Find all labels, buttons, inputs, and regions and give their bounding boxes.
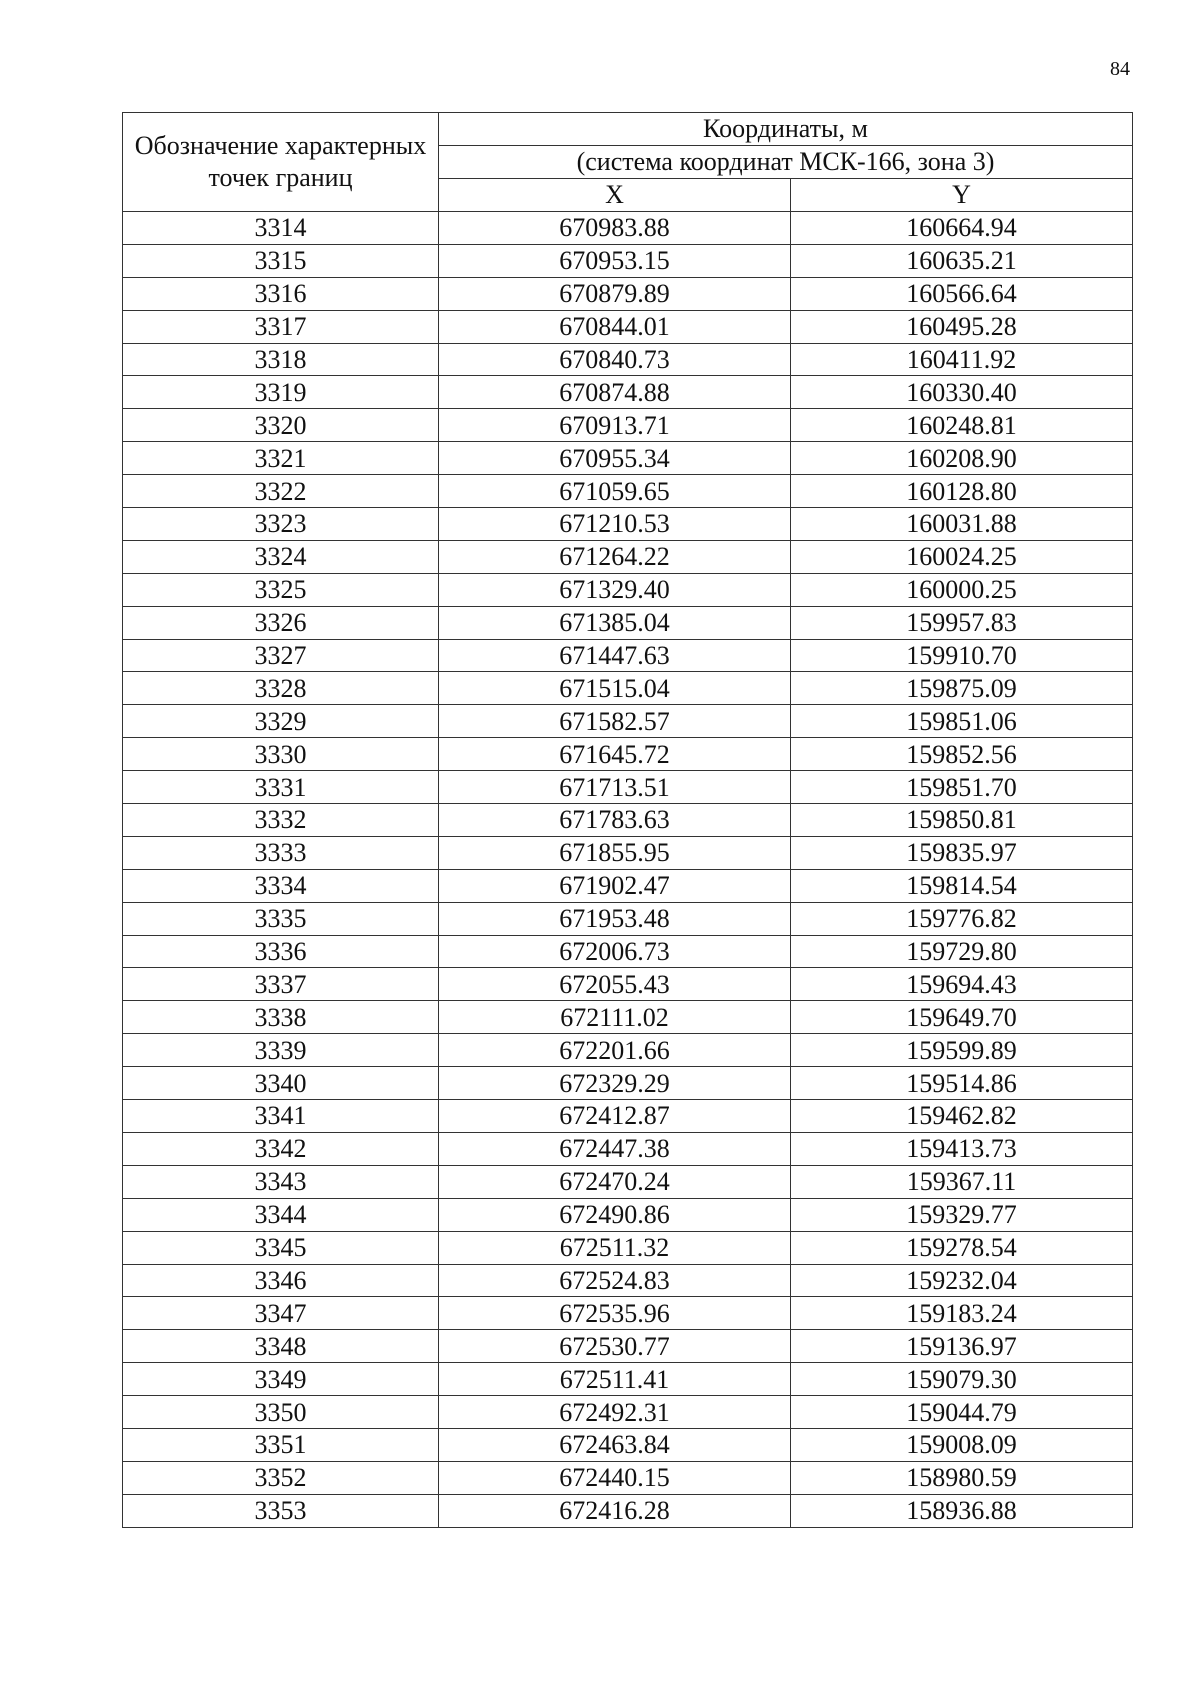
table-row <box>123 902 1133 935</box>
table-row <box>123 1363 1133 1396</box>
x-coordinate-cell: 670955.34 <box>439 442 791 475</box>
table-row <box>123 935 1133 968</box>
point-id-cell: 3351 <box>123 1428 439 1461</box>
y-coordinate-cell: 159278.54 <box>791 1231 1133 1264</box>
y-coordinate-cell: 158936.88 <box>791 1494 1133 1527</box>
x-coordinate-cell: 672416.28 <box>439 1494 791 1527</box>
y-coordinate-cell: 159367.11 <box>791 1165 1133 1198</box>
point-id-cell: 3321 <box>123 442 439 475</box>
y-coordinate-cell: 159835.97 <box>791 836 1133 869</box>
x-coordinate-cell: 671953.48 <box>439 902 791 935</box>
y-coordinate-cell: 159329.77 <box>791 1198 1133 1231</box>
x-coordinate-cell: 671447.63 <box>439 639 791 672</box>
header-x: X <box>439 179 791 212</box>
point-id-cell: 3332 <box>123 804 439 837</box>
x-coordinate-cell: 672511.41 <box>439 1363 791 1396</box>
point-id-cell: 3322 <box>123 475 439 508</box>
y-coordinate-cell: 159910.70 <box>791 639 1133 672</box>
x-coordinate-cell: 670913.71 <box>439 409 791 442</box>
point-id-cell: 3338 <box>123 1001 439 1034</box>
table-row <box>123 606 1133 639</box>
table-row <box>123 1494 1133 1527</box>
y-coordinate-cell: 159852.56 <box>791 738 1133 771</box>
table-body <box>123 212 1133 1528</box>
header-point-label: Обозначение характерных точек границ <box>123 113 439 212</box>
x-coordinate-cell: 670844.01 <box>439 310 791 343</box>
x-coordinate-cell: 671059.65 <box>439 475 791 508</box>
point-id-cell: 3315 <box>123 244 439 277</box>
table-row <box>123 1231 1133 1264</box>
table-row <box>123 639 1133 672</box>
x-coordinate-cell: 671783.63 <box>439 804 791 837</box>
point-id-cell: 3337 <box>123 968 439 1001</box>
point-id-cell: 3344 <box>123 1198 439 1231</box>
x-coordinate-cell: 672055.43 <box>439 968 791 1001</box>
y-coordinate-cell: 159413.73 <box>791 1132 1133 1165</box>
x-coordinate-cell: 671329.40 <box>439 573 791 606</box>
x-coordinate-cell: 672492.31 <box>439 1396 791 1429</box>
table-row <box>123 705 1133 738</box>
y-coordinate-cell: 158980.59 <box>791 1461 1133 1494</box>
x-coordinate-cell: 672463.84 <box>439 1428 791 1461</box>
y-coordinate-cell: 159008.09 <box>791 1428 1133 1461</box>
point-id-cell: 3346 <box>123 1264 439 1297</box>
x-coordinate-cell: 672201.66 <box>439 1034 791 1067</box>
header-coords-line1: Координаты, м <box>439 113 1133 146</box>
point-id-cell: 3327 <box>123 639 439 672</box>
point-id-cell: 3342 <box>123 1132 439 1165</box>
point-id-cell: 3319 <box>123 376 439 409</box>
table-row <box>123 573 1133 606</box>
table-row <box>123 1067 1133 1100</box>
point-id-cell: 3328 <box>123 672 439 705</box>
point-id-cell: 3334 <box>123 869 439 902</box>
x-coordinate-cell: 670840.73 <box>439 343 791 376</box>
table-row <box>123 1428 1133 1461</box>
y-coordinate-cell: 160566.64 <box>791 277 1133 310</box>
x-coordinate-cell: 672535.96 <box>439 1297 791 1330</box>
table-row <box>123 212 1133 245</box>
table-row <box>123 1396 1133 1429</box>
y-coordinate-cell: 160031.88 <box>791 508 1133 541</box>
x-coordinate-cell: 671713.51 <box>439 771 791 804</box>
y-coordinate-cell: 159729.80 <box>791 935 1133 968</box>
point-id-cell: 3340 <box>123 1067 439 1100</box>
table-row <box>123 376 1133 409</box>
point-id-cell: 3316 <box>123 277 439 310</box>
point-id-cell: 3335 <box>123 902 439 935</box>
y-coordinate-cell: 159957.83 <box>791 606 1133 639</box>
y-coordinate-cell: 159814.54 <box>791 869 1133 902</box>
x-coordinate-cell: 671902.47 <box>439 869 791 902</box>
point-id-cell: 3339 <box>123 1034 439 1067</box>
point-id-cell: 3350 <box>123 1396 439 1429</box>
point-id-cell: 3349 <box>123 1363 439 1396</box>
table-row <box>123 540 1133 573</box>
x-coordinate-cell: 671385.04 <box>439 606 791 639</box>
table-row <box>123 343 1133 376</box>
x-coordinate-cell: 670874.88 <box>439 376 791 409</box>
x-coordinate-cell: 671582.57 <box>439 705 791 738</box>
table-row <box>123 310 1133 343</box>
table-row <box>123 1100 1133 1133</box>
table-row <box>123 1165 1133 1198</box>
table-row <box>123 771 1133 804</box>
y-coordinate-cell: 159079.30 <box>791 1363 1133 1396</box>
point-id-cell: 3343 <box>123 1165 439 1198</box>
point-id-cell: 3314 <box>123 212 439 245</box>
y-coordinate-cell: 159136.97 <box>791 1330 1133 1363</box>
y-coordinate-cell: 160330.40 <box>791 376 1133 409</box>
y-coordinate-cell: 160664.94 <box>791 212 1133 245</box>
x-coordinate-cell: 672530.77 <box>439 1330 791 1363</box>
table-row <box>123 1330 1133 1363</box>
x-coordinate-cell: 672511.32 <box>439 1231 791 1264</box>
table-row <box>123 1264 1133 1297</box>
point-id-cell: 3323 <box>123 508 439 541</box>
point-id-cell: 3341 <box>123 1100 439 1133</box>
y-coordinate-cell: 160411.92 <box>791 343 1133 376</box>
point-id-cell: 3353 <box>123 1494 439 1527</box>
table-row <box>123 1034 1133 1067</box>
y-coordinate-cell: 159514.86 <box>791 1067 1133 1100</box>
y-coordinate-cell: 160024.25 <box>791 540 1133 573</box>
table-row <box>123 968 1133 1001</box>
y-coordinate-cell: 159183.24 <box>791 1297 1133 1330</box>
y-coordinate-cell: 159044.79 <box>791 1396 1133 1429</box>
y-coordinate-cell: 159851.06 <box>791 705 1133 738</box>
point-id-cell: 3320 <box>123 409 439 442</box>
x-coordinate-cell: 671855.95 <box>439 836 791 869</box>
y-coordinate-cell: 160248.81 <box>791 409 1133 442</box>
x-coordinate-cell: 672524.83 <box>439 1264 791 1297</box>
table-row <box>123 409 1133 442</box>
x-coordinate-cell: 672470.24 <box>439 1165 791 1198</box>
y-coordinate-cell: 159232.04 <box>791 1264 1133 1297</box>
y-coordinate-cell: 160128.80 <box>791 475 1133 508</box>
x-coordinate-cell: 670953.15 <box>439 244 791 277</box>
header-y: Y <box>791 179 1133 212</box>
x-coordinate-cell: 671210.53 <box>439 508 791 541</box>
x-coordinate-cell: 670879.89 <box>439 277 791 310</box>
point-id-cell: 3324 <box>123 540 439 573</box>
point-id-cell: 3317 <box>123 310 439 343</box>
y-coordinate-cell: 159599.89 <box>791 1034 1133 1067</box>
point-id-cell: 3347 <box>123 1297 439 1330</box>
table-row <box>123 1461 1133 1494</box>
table-row <box>123 672 1133 705</box>
point-id-cell: 3333 <box>123 836 439 869</box>
y-coordinate-cell: 160208.90 <box>791 442 1133 475</box>
x-coordinate-cell: 672412.87 <box>439 1100 791 1133</box>
table-row <box>123 508 1133 541</box>
y-coordinate-cell: 159850.81 <box>791 804 1133 837</box>
page-number: 84 <box>1110 58 1130 80</box>
point-id-cell: 3336 <box>123 935 439 968</box>
point-id-cell: 3345 <box>123 1231 439 1264</box>
y-coordinate-cell: 159694.43 <box>791 968 1133 1001</box>
table-row <box>123 869 1133 902</box>
table-row <box>123 244 1133 277</box>
table-row <box>123 1198 1133 1231</box>
x-coordinate-cell: 672490.86 <box>439 1198 791 1231</box>
x-coordinate-cell: 670983.88 <box>439 212 791 245</box>
header-coords-line2: (система координат МСК-166, зона 3) <box>439 146 1133 179</box>
y-coordinate-cell: 160000.25 <box>791 573 1133 606</box>
table-row <box>123 277 1133 310</box>
y-coordinate-cell: 160635.21 <box>791 244 1133 277</box>
coordinates-table <box>122 112 1133 1528</box>
y-coordinate-cell: 159776.82 <box>791 902 1133 935</box>
point-id-cell: 3325 <box>123 573 439 606</box>
y-coordinate-cell: 159649.70 <box>791 1001 1133 1034</box>
table-row <box>123 1001 1133 1034</box>
x-coordinate-cell: 672447.38 <box>439 1132 791 1165</box>
y-coordinate-cell: 159875.09 <box>791 672 1133 705</box>
x-coordinate-cell: 672440.15 <box>439 1461 791 1494</box>
table-row <box>123 442 1133 475</box>
table-header <box>123 113 1133 212</box>
point-id-cell: 3352 <box>123 1461 439 1494</box>
x-coordinate-cell: 672329.29 <box>439 1067 791 1100</box>
x-coordinate-cell: 671515.04 <box>439 672 791 705</box>
x-coordinate-cell: 672111.02 <box>439 1001 791 1034</box>
table-row <box>123 475 1133 508</box>
table-row <box>123 738 1133 771</box>
x-coordinate-cell: 671645.72 <box>439 738 791 771</box>
point-id-cell: 3329 <box>123 705 439 738</box>
point-id-cell: 3330 <box>123 738 439 771</box>
table-row <box>123 1132 1133 1165</box>
table-row <box>123 804 1133 837</box>
point-id-cell: 3318 <box>123 343 439 376</box>
point-id-cell: 3326 <box>123 606 439 639</box>
y-coordinate-cell: 159851.70 <box>791 771 1133 804</box>
x-coordinate-cell: 672006.73 <box>439 935 791 968</box>
x-coordinate-cell: 671264.22 <box>439 540 791 573</box>
y-coordinate-cell: 159462.82 <box>791 1100 1133 1133</box>
point-id-cell: 3331 <box>123 771 439 804</box>
table-row <box>123 836 1133 869</box>
y-coordinate-cell: 160495.28 <box>791 310 1133 343</box>
point-id-cell: 3348 <box>123 1330 439 1363</box>
table-row <box>123 1297 1133 1330</box>
